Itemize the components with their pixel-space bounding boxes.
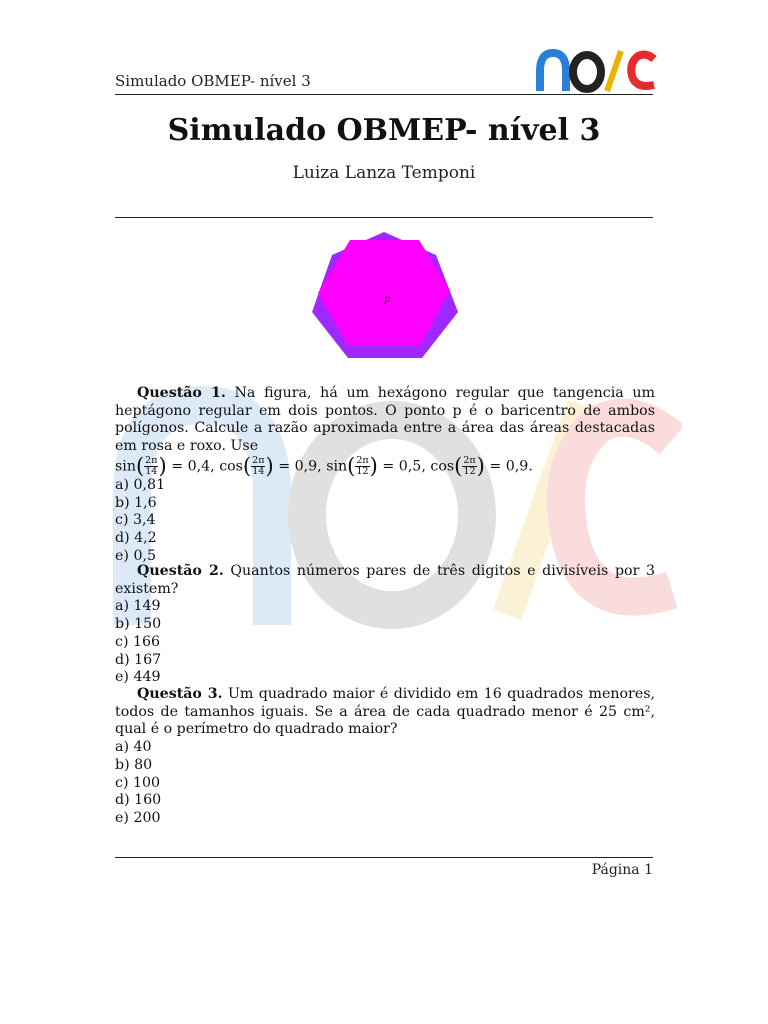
fraction-2pi-14: $\frac{2\pi}{14}$ (145, 454, 158, 477)
option-e: e) 0,5 (115, 547, 157, 564)
question-3 (115, 686, 655, 828)
option-b: b) 1,6 (115, 494, 157, 511)
question-3-label: Questão 3. (137, 686, 223, 702)
cos-14: cos (219, 458, 243, 475)
title-rule (115, 217, 653, 218)
question-3-text: Um quadrado maior é dividido em 16 quadrados menores, todos de tamanhos iguais. Se a área de cada quadrado menor é 25 cm², qual é o perímetro do quadrado maior? (115, 686, 655, 738)
center-point-label: p (384, 294, 391, 305)
question-1-text: Na figura, há um hexágono regular que tangencia um heptágono regular em dois pontos. O ponto p é o baricentro de ambos polígonos. Calcule a razão aproximada entre a área das áreas destacadas em rosa e roxo. Use (115, 385, 655, 455)
question-1-label: Questão 1. (137, 385, 226, 401)
option-a: a) 40 (115, 739, 152, 756)
sin-12-value: = 0,5, (382, 458, 426, 475)
question-2 (115, 563, 655, 687)
option-d: d) 160 (115, 792, 162, 809)
option-d: d) 4,2 (115, 529, 157, 546)
option-b: b) 80 (115, 756, 153, 773)
option-e: e) 200 (115, 809, 161, 826)
author-name: Luiza Lanza Temponi (292, 163, 476, 183)
option-c: c) 100 (115, 774, 161, 791)
sin-14: sin (115, 458, 136, 475)
question-1-trig-values: sin( $\frac{2\pi}{14}$ ) = 0,4, cos( $\frac{2\pi}{14}$ ) = 0,9, sin( $\frac{2\pi}{12}$ ) = 0,5, cos( $\frac{2\pi}{12}$ ) = 0,9. (115, 453, 533, 478)
header-rule (115, 94, 653, 95)
option-c: c) 166 (115, 633, 161, 650)
question-2-text: Quantos números pares de três digitos e divisíveis por 3 existem? (115, 563, 656, 597)
option-e: e) 449 (115, 669, 161, 686)
heptagon-hexagon-figure (310, 230, 460, 365)
question-1 (115, 385, 655, 565)
question-1-statement (115, 385, 655, 456)
question-2-statement (115, 563, 655, 598)
question-2-label: Questão 2. (137, 563, 224, 579)
page-title: Simulado OBMEP- nível 3 (167, 113, 601, 148)
option-c: c) 3,4 (115, 512, 156, 529)
cos-12-value: = 0,9. (489, 458, 533, 475)
noic-logo (535, 47, 657, 93)
option-d: d) 167 (115, 651, 162, 668)
sin-12: sin (326, 458, 348, 475)
option-b: b) 150 (115, 616, 162, 633)
cos-14-value: = 0,9, (278, 458, 322, 475)
fraction-2pi-12: $\frac{2\pi}{12}$ (356, 454, 369, 477)
fraction-2pi-12-b: $\frac{2\pi}{12}$ (463, 454, 476, 477)
footer-rule (115, 857, 653, 858)
page-number: Página 1 (591, 862, 653, 878)
fraction-2pi-14-b: $\frac{2\pi}{14}$ (252, 454, 265, 477)
option-a: a) 0,81 (115, 476, 166, 493)
option-a: a) 149 (115, 598, 161, 615)
cos-12: cos (430, 458, 455, 475)
running-header: Simulado OBMEP- nível 3 (115, 72, 311, 90)
question-3-statement (115, 686, 655, 739)
sin-14-value: = 0,4, (171, 458, 215, 475)
